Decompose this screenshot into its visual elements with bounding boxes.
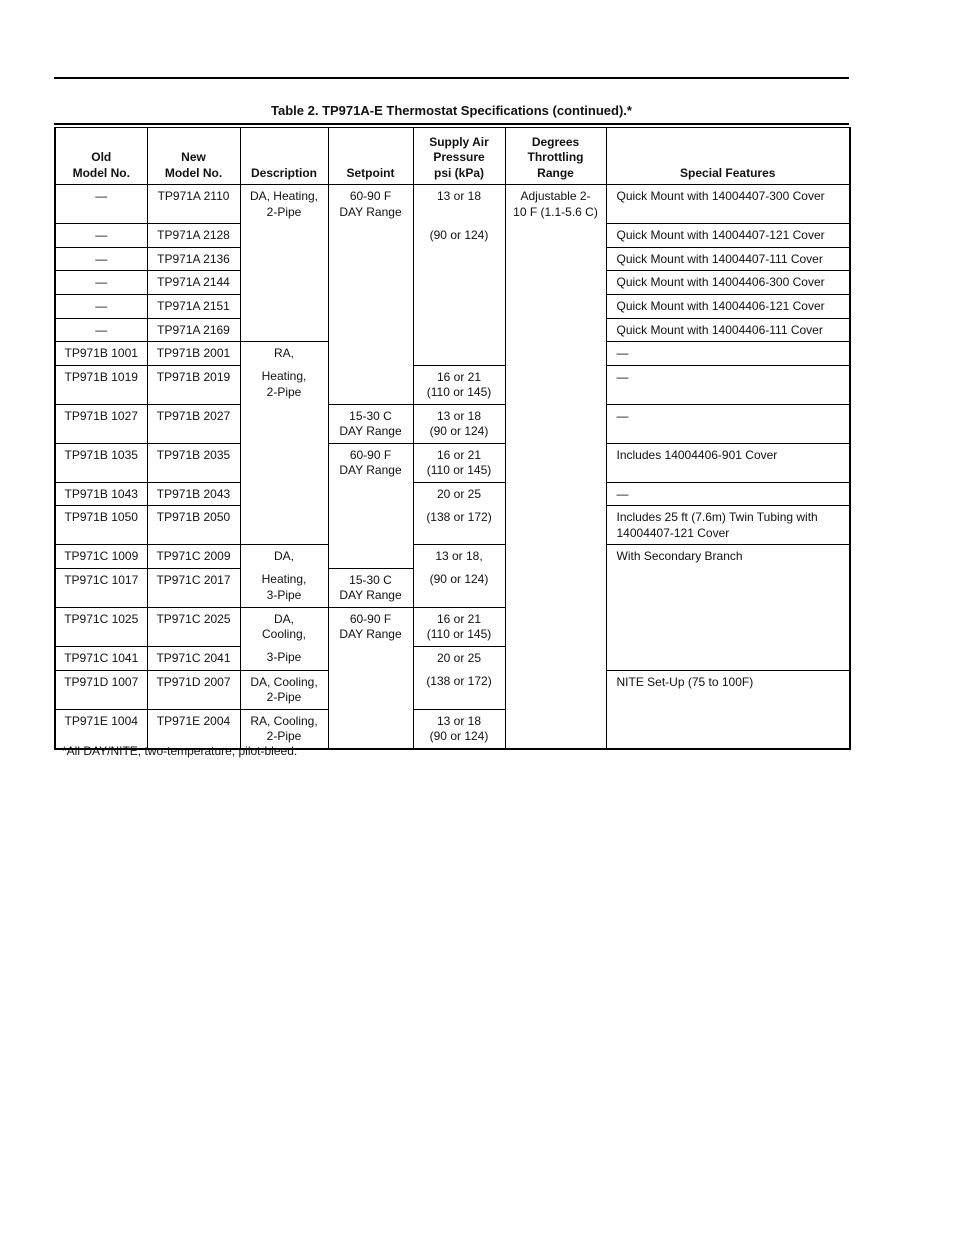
- header-old-model: Old Model No.: [55, 128, 147, 185]
- cell-setpoint-line: DAY Range: [339, 463, 402, 477]
- cell-setpoint: [328, 271, 413, 295]
- cell-throttling-range: [505, 482, 606, 506]
- cell-setpoint: [328, 506, 413, 545]
- table-top-double-rule: [54, 123, 849, 125]
- cell-supply-pressure: [413, 670, 505, 709]
- cell-description-line: 3-Pipe: [266, 650, 302, 664]
- cell-special-features-line: Quick Mount with 14004407-121 Cover: [616, 228, 825, 242]
- cell-description: [240, 294, 328, 318]
- cell-special-features-line: NITE Set-Up (75 to 100F): [616, 674, 754, 689]
- table-row: [55, 670, 850, 709]
- cell-special-features: [606, 646, 850, 670]
- table-row: [55, 271, 850, 295]
- cell-special-features: [606, 482, 850, 506]
- table-row: [55, 342, 850, 366]
- table-row: [55, 443, 850, 482]
- cell-setpoint: [328, 224, 413, 248]
- cell-old-model: TP971B 1035: [55, 443, 147, 482]
- cell-supply-pressure: [413, 247, 505, 271]
- cell-special-features-line: Quick Mount with 14004407-111 Cover: [616, 251, 823, 266]
- cell-old-model: TP971B 1019: [55, 365, 147, 404]
- cell-supply-pressure: [413, 443, 505, 482]
- cell-special-features: [606, 318, 850, 342]
- cell-old-model: —: [55, 185, 147, 224]
- table-caption: Table 2. TP971A-E Thermostat Specifications (continued).*: [271, 103, 632, 118]
- cell-new-model: TP971C 2009: [147, 545, 240, 569]
- cell-new-model: TP971C 2041: [147, 646, 240, 670]
- header-description: Description: [240, 128, 328, 185]
- cell-description-line: DA,: [273, 611, 294, 626]
- cell-description-line: DA, Heating,: [249, 189, 319, 203]
- cell-throttling-range: [505, 443, 606, 482]
- cell-throttling-range: [505, 318, 606, 342]
- cell-old-model: —: [55, 318, 147, 342]
- cell-description: [240, 271, 328, 295]
- cell-supply-pressure: [413, 271, 505, 295]
- top-rule: [54, 77, 849, 79]
- cell-special-features: [606, 506, 850, 545]
- cell-supply-pressure: [413, 607, 505, 646]
- cell-throttling-range: [505, 506, 606, 545]
- cell-setpoint-line: DAY Range: [339, 627, 402, 641]
- cell-throttling-range: [505, 365, 606, 404]
- cell-setpoint: [328, 247, 413, 271]
- cell-throttling-range: [505, 670, 606, 709]
- cell-setpoint: [328, 443, 413, 482]
- cell-special-features: [606, 545, 850, 569]
- cell-throttling-range: [505, 545, 606, 569]
- footnote: *All DAY/NITE, two-temperature, pilot-bleed.: [62, 744, 298, 758]
- cell-description: [240, 545, 328, 569]
- cell-description-line: DA,: [273, 549, 294, 563]
- cell-special-features: [606, 709, 850, 749]
- cell-throttling-range: [505, 568, 606, 607]
- cell-throttling-range: [505, 404, 606, 443]
- cell-special-features: [606, 404, 850, 443]
- cell-new-model: TP971E 2004: [147, 709, 240, 749]
- cell-old-model: —: [55, 224, 147, 248]
- cell-supply-pressure-line: (90 or 124): [429, 729, 489, 743]
- table-row: [55, 404, 850, 443]
- cell-setpoint-line: 15-30 C: [349, 408, 392, 423]
- cell-throttling-range: [505, 224, 606, 248]
- table-row: [55, 568, 850, 607]
- cell-supply-pressure: [413, 365, 505, 404]
- table-row: [55, 709, 850, 749]
- cell-throttling-range: [505, 646, 606, 670]
- cell-special-features: [606, 607, 850, 646]
- cell-supply-pressure: [413, 342, 505, 366]
- cell-description-line: Heating,: [261, 369, 307, 383]
- cell-setpoint: [328, 482, 413, 506]
- cell-throttling-range: [505, 607, 606, 646]
- cell-supply-pressure-line: (90 or 124): [429, 227, 489, 242]
- cell-new-model: TP971B 2001: [147, 342, 240, 366]
- cell-supply-pressure: [413, 568, 505, 607]
- cell-setpoint: [328, 404, 413, 443]
- cell-supply-pressure-line: (110 or 145): [426, 627, 492, 641]
- cell-setpoint-line: DAY Range: [339, 588, 402, 602]
- cell-setpoint: [328, 545, 413, 569]
- cell-supply-pressure-line: (110 or 145): [426, 463, 492, 477]
- cell-setpoint-line: DAY Range: [339, 204, 402, 219]
- cell-setpoint: [328, 342, 413, 366]
- header-row: [55, 128, 850, 185]
- cell-supply-pressure-line: 16 or 21: [436, 611, 482, 626]
- cell-special-features: [606, 294, 850, 318]
- cell-description: [240, 506, 328, 545]
- cell-setpoint-line: 60-90 F: [349, 611, 392, 626]
- cell-new-model: TP971C 2017: [147, 568, 240, 607]
- cell-supply-pressure: [413, 404, 505, 443]
- cell-new-model: TP971A 2110: [147, 185, 240, 224]
- cell-old-model: TP971B 1001: [55, 342, 147, 366]
- cell-new-model: TP971B 2043: [147, 482, 240, 506]
- cell-setpoint: [328, 709, 413, 749]
- cell-special-features-line: Quick Mount with 14004406-111 Cover: [616, 322, 823, 337]
- cell-setpoint: [328, 670, 413, 709]
- cell-supply-pressure-line: 20 or 25: [436, 650, 482, 665]
- table-row: [55, 607, 850, 646]
- cell-old-model: TP971B 1043: [55, 482, 147, 506]
- cell-old-model: —: [55, 294, 147, 318]
- cell-description-line: 2-Pipe: [266, 690, 302, 704]
- table-row: [55, 294, 850, 318]
- cell-supply-pressure-line: (138 or 172): [426, 509, 492, 524]
- cell-special-features: [606, 443, 850, 482]
- cell-description: [240, 365, 328, 404]
- cell-setpoint: [328, 318, 413, 342]
- cell-new-model: TP971B 2027: [147, 404, 240, 443]
- cell-new-model: TP971B 2019: [147, 365, 240, 404]
- cell-description: [240, 318, 328, 342]
- cell-old-model: TP971B 1027: [55, 404, 147, 443]
- header-setpoint: Setpoint: [328, 128, 413, 185]
- cell-description-line: 3-Pipe: [266, 587, 302, 602]
- cell-setpoint: [328, 568, 413, 607]
- cell-setpoint-line: 60-90 F: [349, 189, 392, 203]
- table-body: [55, 185, 850, 749]
- table-row: [55, 482, 850, 506]
- cell-old-model: TP971C 1041: [55, 646, 147, 670]
- cell-special-features-line: —: [616, 486, 629, 501]
- cell-special-features-line: Quick Mount with 14004407-300 Cover: [616, 189, 825, 203]
- cell-description: [240, 646, 328, 670]
- cell-new-model: TP971C 2025: [147, 607, 240, 646]
- cell-supply-pressure: [413, 506, 505, 545]
- cell-setpoint: [328, 607, 413, 646]
- cell-special-features: [606, 670, 850, 709]
- cell-new-model: TP971B 2050: [147, 506, 240, 545]
- cell-description-line: 2-Pipe: [266, 384, 302, 399]
- cell-supply-pressure-line: (90 or 124): [429, 424, 489, 438]
- cell-special-features-line: Includes 25 ft (7.6m) Twin Tubing with: [616, 510, 818, 524]
- cell-old-model: TP971E 1004: [55, 709, 147, 749]
- cell-new-model: TP971A 2151: [147, 294, 240, 318]
- cell-description-line: Cooling,: [261, 627, 307, 641]
- cell-setpoint-line: 15-30 C: [349, 572, 392, 587]
- cell-special-features: [606, 271, 850, 295]
- cell-description: [240, 342, 328, 366]
- cell-throttling-range: [505, 709, 606, 749]
- cell-special-features: [606, 224, 850, 248]
- cell-special-features-line: With Secondary Branch: [616, 549, 743, 563]
- cell-throttling-range: [505, 185, 606, 224]
- cell-description: [240, 404, 328, 443]
- cell-new-model: TP971A 2169: [147, 318, 240, 342]
- cell-supply-pressure: [413, 318, 505, 342]
- cell-description: [240, 185, 328, 224]
- cell-special-features-line: —: [616, 408, 629, 423]
- cell-special-features: [606, 185, 850, 224]
- cell-old-model: —: [55, 247, 147, 271]
- table-row: [55, 247, 850, 271]
- cell-description-line: RA, Cooling,: [250, 713, 318, 728]
- table-row: [55, 224, 850, 248]
- cell-supply-pressure-line: 13 or 18: [436, 408, 482, 423]
- cell-description-line: RA,: [273, 346, 294, 360]
- table-row: [55, 545, 850, 569]
- cell-throttling-range: [505, 271, 606, 295]
- cell-setpoint: [328, 185, 413, 224]
- cell-supply-pressure: [413, 482, 505, 506]
- cell-new-model: TP971A 2128: [147, 224, 240, 248]
- cell-special-features-line: —: [616, 346, 629, 360]
- table-row: [55, 646, 850, 670]
- cell-supply-pressure: [413, 646, 505, 670]
- cell-description: [240, 568, 328, 607]
- cell-special-features: [606, 247, 850, 271]
- cell-supply-pressure: [413, 224, 505, 248]
- cell-setpoint-line: 60-90 F: [349, 447, 392, 462]
- spec-table: [54, 127, 851, 750]
- cell-new-model: TP971A 2144: [147, 271, 240, 295]
- cell-new-model: TP971B 2035: [147, 443, 240, 482]
- cell-special-features-line: —: [616, 369, 629, 384]
- cell-old-model: TP971D 1007: [55, 670, 147, 709]
- cell-new-model: TP971A 2136: [147, 247, 240, 271]
- header-new-model: New Model No.: [147, 128, 240, 185]
- cell-description-line: 2-Pipe: [266, 729, 302, 743]
- cell-supply-pressure-line: 13 or 18: [436, 189, 482, 203]
- cell-throttling-range: [505, 294, 606, 318]
- cell-supply-pressure-line: 20 or 25: [436, 486, 482, 501]
- cell-supply-pressure-line: 16 or 21: [436, 369, 482, 384]
- cell-special-features-line: Includes 14004406-901 Cover: [616, 447, 778, 462]
- cell-supply-pressure: [413, 294, 505, 318]
- cell-setpoint: [328, 646, 413, 670]
- cell-supply-pressure-line: (138 or 172): [426, 674, 492, 688]
- cell-old-model: TP971C 1025: [55, 607, 147, 646]
- cell-special-features: [606, 342, 850, 366]
- cell-supply-pressure: [413, 709, 505, 749]
- cell-setpoint: [328, 365, 413, 404]
- spec-table-wrapper: [54, 123, 849, 750]
- cell-supply-pressure: [413, 185, 505, 224]
- cell-special-features-line: Quick Mount with 14004406-121 Cover: [616, 298, 825, 313]
- cell-supply-pressure-line: (90 or 124): [429, 572, 489, 586]
- cell-description: [240, 607, 328, 646]
- cell-description-line: DA, Cooling,: [250, 674, 318, 689]
- cell-description-line: Heating,: [261, 572, 307, 586]
- cell-old-model: TP971C 1017: [55, 568, 147, 607]
- header-special-features: Special Features: [606, 128, 850, 185]
- cell-description: [240, 670, 328, 709]
- cell-old-model: —: [55, 271, 147, 295]
- cell-special-features-line: Quick Mount with 14004406-300 Cover: [616, 275, 825, 289]
- table-row: [55, 185, 850, 224]
- cell-description: [240, 224, 328, 248]
- cell-throttling-range-line: 10 F (1.1-5.6 C): [513, 204, 598, 219]
- header-supply-air: Supply Air Pressure psi (kPa): [413, 128, 505, 185]
- cell-setpoint: [328, 294, 413, 318]
- cell-supply-pressure-line: (110 or 145): [426, 385, 492, 399]
- cell-new-model: TP971D 2007: [147, 670, 240, 709]
- cell-throttling-range: [505, 342, 606, 366]
- cell-description: [240, 482, 328, 506]
- table-row: [55, 506, 850, 545]
- cell-throttling-range: [505, 247, 606, 271]
- cell-special-features: [606, 365, 850, 404]
- cell-description: [240, 709, 328, 749]
- cell-special-features-line: 14004407-121 Cover: [616, 525, 730, 540]
- cell-throttling-range-line: Adjustable 2-: [520, 189, 591, 203]
- table-row: [55, 318, 850, 342]
- cell-special-features: [606, 568, 850, 607]
- table-row: [55, 365, 850, 404]
- cell-old-model: TP971C 1009: [55, 545, 147, 569]
- cell-supply-pressure-line: 16 or 21: [436, 447, 482, 462]
- cell-supply-pressure-line: 13 or 18: [436, 713, 482, 728]
- cell-description: [240, 443, 328, 482]
- cell-supply-pressure: [413, 545, 505, 569]
- cell-setpoint-line: DAY Range: [339, 424, 402, 438]
- cell-description: [240, 247, 328, 271]
- cell-supply-pressure-line: 13 or 18,: [435, 549, 483, 563]
- header-throttling: Degrees Throttling Range: [505, 128, 606, 185]
- cell-description-line: 2-Pipe: [266, 204, 302, 219]
- cell-old-model: TP971B 1050: [55, 506, 147, 545]
